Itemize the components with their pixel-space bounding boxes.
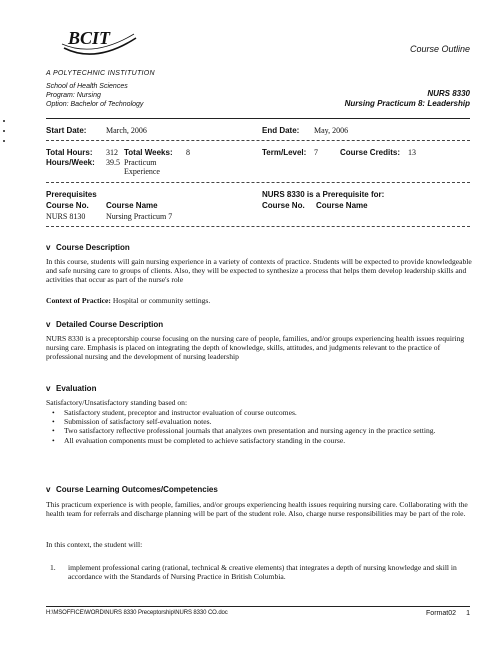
total-weeks-value: 8	[186, 148, 190, 157]
end-date-label: End Date:	[262, 126, 300, 135]
prereq-for-col-name: Course Name	[316, 201, 368, 210]
logo-text: BCIT	[68, 28, 111, 48]
total-hours-value: 312	[106, 148, 118, 157]
list-item: • Two satisfactory reflective professional journals that analyzes own presentation and nursing agency in the practice setting.	[52, 426, 436, 436]
credits-label: Course Credits:	[340, 148, 401, 157]
list-item: • Satisfactory student, preceptor and instructor evaluation of course outcomes.	[52, 408, 297, 417]
margin-mark	[3, 120, 5, 122]
hours-week-value: 39.5	[106, 158, 120, 167]
footer-rule	[46, 606, 470, 607]
chevron-icon: v	[46, 485, 51, 494]
tagline: A POLYTECHNIC INSTITUTION	[46, 70, 155, 77]
prereq-col-no: Course No.	[46, 201, 89, 210]
chevron-icon: v	[46, 243, 51, 252]
school: School of Health Sciences	[46, 83, 128, 90]
evaluation-intro: Satisfactory/Unsatisfactory standing based on:	[46, 398, 188, 407]
chevron-icon: v	[46, 384, 51, 393]
margin-mark	[3, 140, 5, 142]
margin-mark	[3, 130, 5, 132]
term-level-value: 7	[314, 148, 318, 157]
course-code: NURS 8330	[427, 89, 470, 98]
hours-week-label: Hours/Week:	[46, 158, 95, 167]
footer-path: H:\MSOFFICE\WORD\NURS 8330 Preceptorship\NURS 8330 CO.doc	[46, 610, 228, 616]
outcome-item-1: 1. implement professional caring (rational, technical & creative elements) that integrates a depth of nursing knowledge and skill in accordance with the Standards of Nursing Practice in British Columbia.	[50, 563, 457, 582]
prereq-col-name: Course Name	[106, 201, 158, 210]
prereq-title: Prerequisites	[46, 190, 97, 199]
header-rule	[46, 118, 470, 119]
context-of-practice: Context of Practice: Hospital or community settings.	[46, 296, 211, 305]
detailed-body: NURS 8330 is a preceptorship course focusing on the nursing care of people, families, and/or groups experiencing health issues requiring nursing care. Emphasis is placed on integrating the depth of knowledge, skills, attitudes, and judgments relevant to the practice of professional nursing and the development of nursing leadership	[46, 334, 465, 362]
prereq-for-title: NURS 8330 is a Prerequisite for:	[262, 190, 385, 199]
info-divider	[46, 140, 470, 141]
prereq-row-name: Nursing Practicum 7	[106, 212, 173, 221]
prereq-divider	[46, 226, 470, 227]
total-weeks-label: Total Weeks:	[124, 148, 173, 157]
footer-format: Format02	[426, 610, 456, 617]
list-item: • All evaluation components must be completed to achieve satisfactory standing in the course.	[52, 435, 346, 445]
description-body: In this course, students will gain nursing experience in a variety of contexts of practice. Students will be expected to provide knowledgeable and safe nursing care to groups of clients. Also, they will be expected to synthesize a process that helps them develop leadership skills and activities that occur as part of the nurse's role	[46, 257, 472, 285]
outcomes-lead: In this context, the student will:	[46, 540, 143, 549]
bcit-logo	[58, 24, 138, 60]
section-heading-description: v Course Description	[46, 243, 130, 252]
program: Program: Nursing	[46, 92, 101, 99]
chevron-icon: v	[46, 320, 51, 329]
start-date-label: Start Date:	[46, 126, 87, 135]
section-heading-outcomes: v Course Learning Outcomes/Competencies	[46, 485, 218, 494]
term-level-label: Term/Level:	[262, 148, 307, 157]
start-date-value: March, 2006	[106, 126, 147, 135]
info-divider	[46, 182, 470, 183]
prereq-for-col-no: Course No.	[262, 201, 305, 210]
doc-type: Course Outline	[409, 44, 470, 54]
section-heading-evaluation: v Evaluation	[46, 384, 97, 393]
prereq-row-no: NURS 8130	[46, 212, 86, 221]
evaluation-list	[46, 408, 476, 445]
course-title: Nursing Practicum 8: Leadership	[344, 99, 470, 108]
section-heading-detailed: v Detailed Course Description	[46, 320, 164, 329]
list-item: • Submission of satisfactory self-evaluation notes.	[52, 417, 212, 427]
total-hours-label: Total Hours:	[46, 148, 93, 157]
hours-week-desc: Practicum Experience	[124, 158, 160, 176]
option: Option: Bachelor of Technology	[46, 101, 144, 108]
end-date-value: May, 2006	[314, 126, 349, 135]
credits-value: 13	[408, 148, 416, 157]
page-number: 1	[466, 610, 470, 617]
outcomes-body: This practicum experience is with people, families, and/or groups experiencing health issues requiring nursing care. Collaborating with the health team for referrals and discharge planning will be part of the student role. Also, charge nurse responsibilities may be part of the role.	[46, 500, 468, 519]
